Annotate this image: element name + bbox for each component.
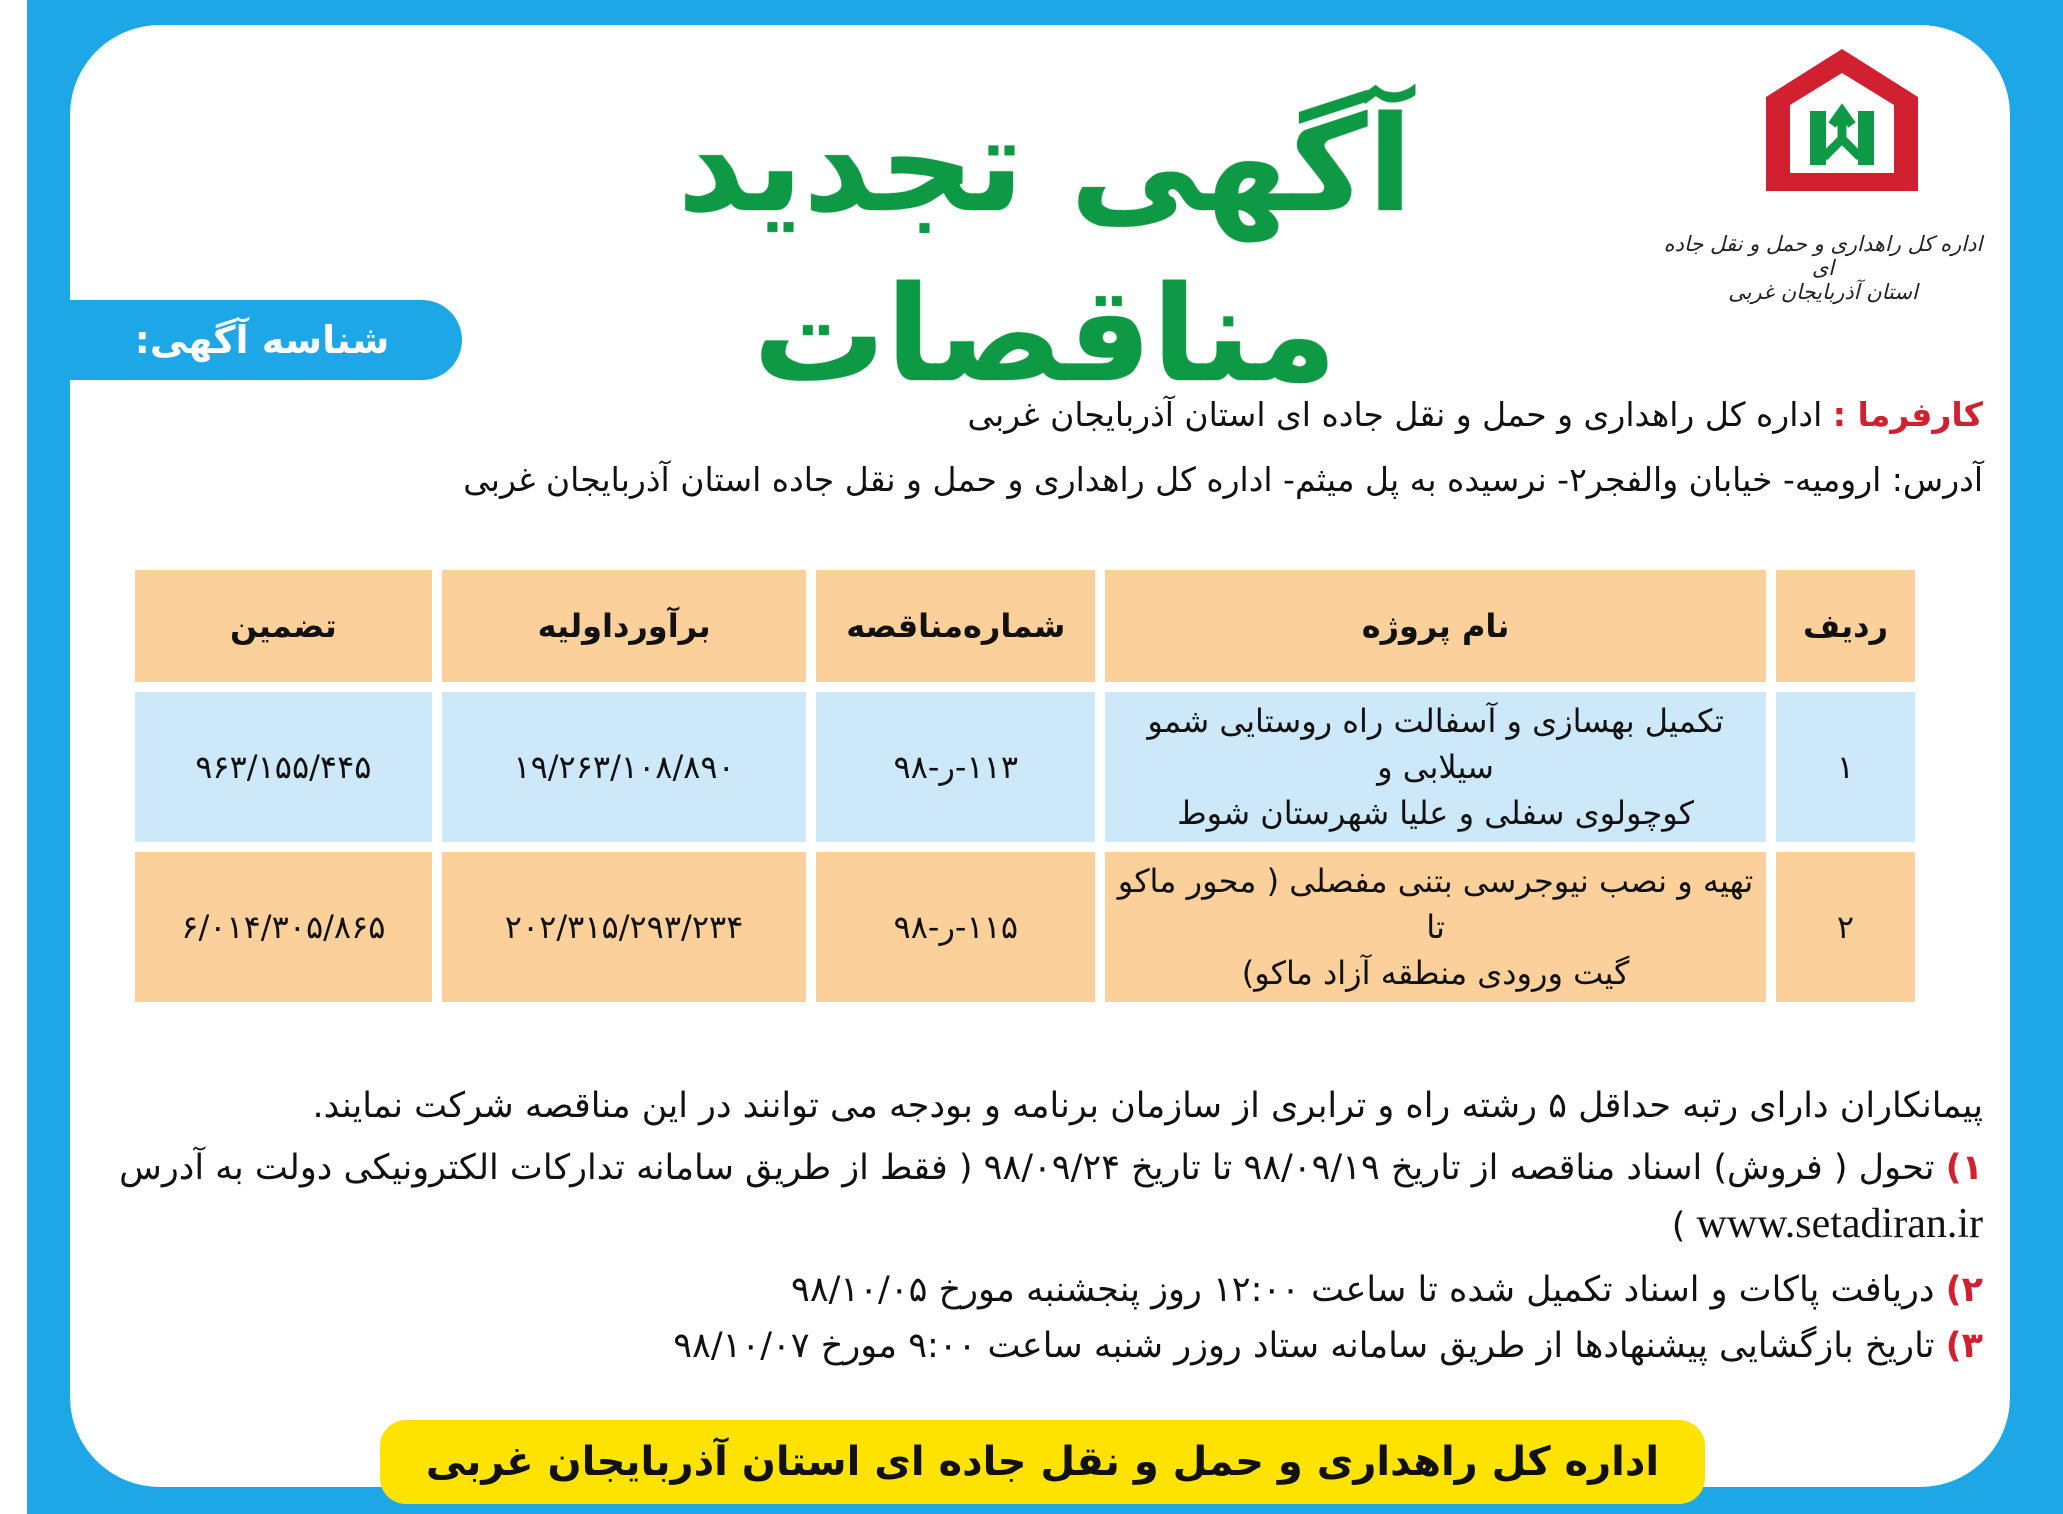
address-line: آدرس: ارومیه- خیابان والفجر۲- نرسیده به پل میثم- اداره کل راهداری و حمل و نقل جاده استان آذربایجان غربی [463, 460, 1983, 499]
note-item-1-url-line: www.setadiran.ir ) [1671, 1201, 1983, 1247]
note-item-2-text: دریافت پاکات و اسناد تکمیل شده تا ساعت ۱۲:۰۰ روز پنجشنبه مورخ ۹۸/۱۰/۰۵ [791, 1270, 1935, 1310]
note-item-3 [673, 1318, 1983, 1374]
table-header-row [135, 570, 1915, 682]
guarantee: ۶/۰۱۴/۳۰۵/۸۶۵ [135, 852, 432, 1002]
contractor-eligibility-note: پیمانکاران دارای رتبه حداقل ۵ رشته راه و ترابری از سازمان برنامه و بودجه می توانند در این مناقصه شرکت نمایند. [312, 1086, 1983, 1126]
row-number: ۱ [1776, 692, 1915, 842]
employer-line [967, 390, 1983, 440]
table-row [135, 692, 1915, 842]
footer-banner: اداره کل راهداری و حمل و نقل جاده ای استان آذربایجان غربی [380, 1420, 1705, 1504]
employer-label: کارفرما : [1832, 395, 1983, 434]
table-row [135, 852, 1915, 1002]
note-item-1-number: ۱) [1945, 1148, 1983, 1188]
project-name [1105, 692, 1766, 842]
note-item-2 [791, 1262, 1983, 1318]
header-tender-number: شماره‌مناقصه [816, 570, 1095, 682]
project-name-line1: تکمیل بهسازی و آسفالت راه روستایی شمو سیلابی و [1147, 702, 1724, 786]
note-item-2-number: ۲) [1945, 1270, 1983, 1310]
header-guarantee: تضمین [135, 570, 432, 682]
project-name-line2: گیت ورودی منطقه آزاد ماکو) [1241, 954, 1630, 992]
header-estimate: برآورداولیه [442, 570, 807, 682]
tenders-table [125, 560, 1925, 1012]
setadiran-link[interactable]: www.setadiran.ir [1696, 1201, 1983, 1247]
project-name-line2: کوچولوی سفلی و علیا شهرستان شوط [1177, 794, 1695, 832]
project-name-line1: تهیه و نصب نیوجرسی بتنی مفصلی ( محور ماکو تا [1117, 862, 1754, 946]
estimate: ۱۹/۲۶۳/۱۰۸/۸۹۰ [442, 692, 807, 842]
road-transport-logo-icon [1762, 45, 1922, 195]
ad-id-label: شناسه آگهی: [134, 318, 390, 362]
header-row-number: ردیف [1776, 570, 1915, 682]
note-item-3-text: تاریخ بازگشایی پیشنهادها از طریق سامانه ستاد روزر شنبه ساعت ۹:۰۰ مورخ ۹۸/۱۰/۰۷ [673, 1326, 1935, 1366]
note-item-1 [119, 1140, 1983, 1196]
header-project-name: نام پروژه [1105, 570, 1766, 682]
employer-value: اداره کل راهداری و حمل و نقل جاده ای استان آذربایجان غربی [967, 395, 1823, 434]
page-title: آگهی تجدید مناقصات [677, 88, 1413, 412]
tender-number: ۱۱۵-ر-۹۸ [816, 852, 1095, 1002]
ad-id-badge [62, 300, 462, 442]
note-item-1-text: تحول ( فروش) اسناد مناقصه از تاریخ ۹۸/۰۹/۱۹ تا تاریخ ۹۸/۰۹/۲۴ ( فقط از طریق سامانه تدارکات الکترونیکی دولت به آدرس [119, 1148, 1935, 1188]
project-name [1105, 852, 1766, 1002]
guarantee: ۹۶۳/۱۵۵/۴۴۵ [135, 692, 432, 842]
ad-id-value: ۶۹۰۹۴۵ [192, 398, 332, 442]
tender-number: ۱۱۳-ر-۹۸ [816, 692, 1095, 842]
logo-caption-line2: استان آذربایجان غربی [1728, 280, 1918, 304]
row-number: ۲ [1776, 852, 1915, 1002]
logo-caption-line1: اداره کل راهداری و حمل و نقل جاده ای [1663, 232, 1983, 280]
note-item-3-number: ۳) [1945, 1326, 1983, 1366]
estimate: ۲۰۲/۳۱۵/۲۹۳/۲۳۴ [442, 852, 807, 1002]
